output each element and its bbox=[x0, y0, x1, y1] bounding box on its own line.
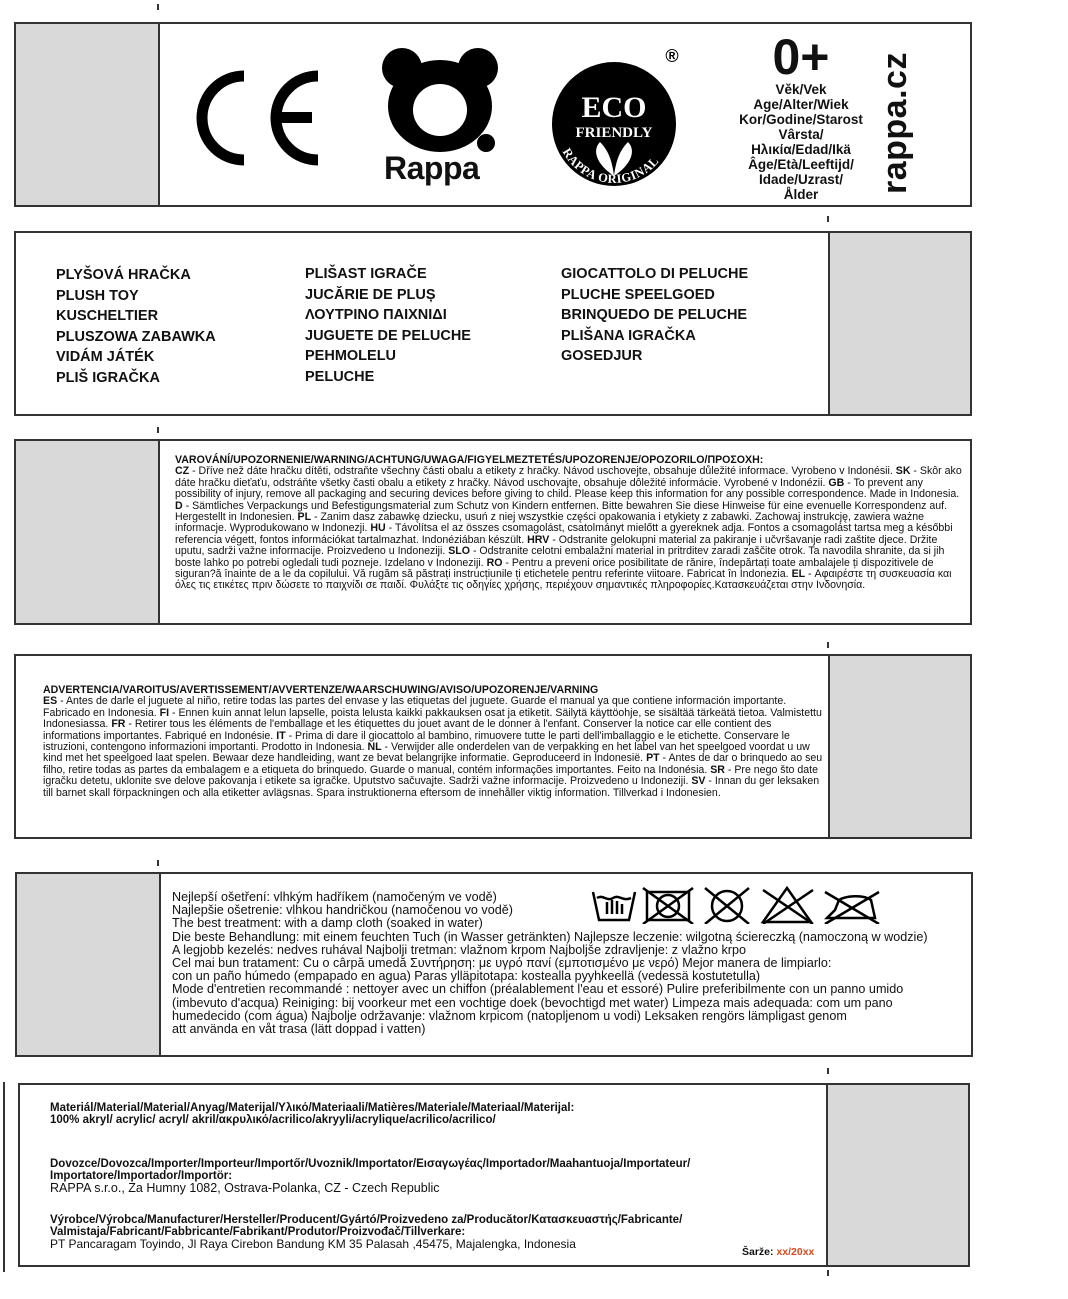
material-value: 100% akryl/ acrylic/ acryl/ akril/ακρυλικό/acrilico/akryyli/acrylique/acrilico/acrilico/ bbox=[50, 1114, 496, 1127]
ce-mark-icon bbox=[188, 68, 328, 168]
fold-line bbox=[158, 24, 160, 205]
warning-entry: - Dříve než dáte hračku dítěti, odstraňte všechny části obalu a etikety z hračky. Návod uschovejte, obsahuje důležité informace. Vyrobeno v Indonésii. bbox=[189, 465, 896, 478]
product-name: PLIŠANA IGRAČKA bbox=[561, 327, 696, 344]
batch-label: Šarže: bbox=[742, 1246, 777, 1258]
name-column bbox=[305, 264, 471, 387]
product-name: PLIŠ IGRAČKA bbox=[56, 369, 160, 386]
no-iron-icon bbox=[825, 892, 879, 924]
product-name: JUGUETE DE PELUCHE bbox=[305, 327, 471, 344]
manufacturer-value: PT Pancaragam Toyindo, Jl Raya Cirebon Bandung KM 35 Palasah ,45475, Majalengka, Indonesia bbox=[50, 1237, 576, 1252]
care-line: Cel mai bun tratament: Cu o cârpă umedă Συντήρηση: με υγρό πανί (εμποτισμένο με νερό) Mejor manera de limpiarlo: bbox=[172, 956, 832, 971]
warning-entry: - Ennen kuin annat lelun lapselle, poista lelusta kaikki pakkauksen osat ja etiketit. Säilytä käyttöohje, se sisältää tärkeätä tietoa. Valmistettu Indonesiassa. bbox=[43, 706, 822, 731]
lang-code: FR bbox=[111, 718, 126, 731]
warning-entry: - Verwijder alle onderdelen van de verpakking en het label van het speelgoed voordat u uw kind met het speelgoed laat spelen. Bewaar deze handleiding, want ze bevat belangrijke informatie. Geproduceerd in Indonesië. bbox=[43, 741, 810, 765]
crop-mark bbox=[827, 216, 829, 222]
warning-panel bbox=[14, 439, 972, 625]
warning-entry: - To prevent any possibility of injury, remove all packaging and securing devices before giving to child. Please keep this information for any possible correspondence. Made in Indonesia. bbox=[175, 476, 960, 501]
age-label-line: Âge/Età/Leeftijd/ bbox=[748, 157, 854, 172]
age-label-line: Idade/Uzrast/ bbox=[758, 172, 844, 187]
importer-heading: Dovozce/Dovozca/Importer/Importeur/Importőr/Uvoznik/Importator/Εισαγωγέας/Importador/Maahantuoja/Importateur/ Importatore/Importador/Importör: bbox=[50, 1158, 691, 1183]
warning-entry: - Odstranite celotni embalažni material in pritrditev zaradi zaščite otrok. Ta navodila shranite, da si jih boste lahko po potrebi ogledali tudi pozneje. Izdelano v Indoneziji. bbox=[175, 545, 945, 569]
product-name: VIDÁM JÁTÉK bbox=[56, 349, 155, 365]
age-label-line: Věk/Vek bbox=[775, 82, 827, 97]
care-panel bbox=[15, 872, 973, 1057]
warning-body bbox=[43, 696, 823, 799]
warning-entry: - Antes de darle el juguete al niño, retire todas las partes del envase y las etiquetas del juguete. Guarde el manual ya que contiene información importante. Fabricado en Indonesia. bbox=[43, 695, 787, 719]
product-name: PLIŠAST IGRAČE bbox=[305, 266, 427, 282]
age-label-line: Kor/Godine/Starost bbox=[739, 112, 863, 127]
name-column bbox=[561, 264, 748, 367]
care-line: con un paño húmedo (empapado en agua) Paras ylläpitotapa: kostealla pyyhkeellä (vedessä kostutetulla) bbox=[172, 969, 761, 984]
logo-panel bbox=[14, 22, 972, 207]
lang-code: EL bbox=[791, 568, 806, 581]
importer-value: RAPPA s.r.o., Za Humny 1082, Ostrava-Polanka, CZ - Czech Republic bbox=[50, 1181, 440, 1196]
warning-entry: - Odstranite gelokupni material za pakiranje i učvršavanje radi zaštite djece. Držite uputu, sadrži važne informacije. Proizvedeno u Indoneziji. bbox=[175, 533, 938, 558]
lang-code: IT bbox=[276, 729, 286, 742]
product-name: PLUSZOWA ZABAWKA bbox=[56, 328, 216, 345]
eco-friendly-badge-icon bbox=[552, 46, 682, 194]
fold-line bbox=[828, 233, 830, 414]
warning-entry: - Zanim dasz zabawkę dziecku, usuń z niej wszystkie części opakowania i etykiety z zabawki. Zachowaj instrukcję, zawiera ważne informacje. Wyprodukowano w Indonezji. bbox=[175, 511, 924, 535]
crop-mark bbox=[157, 4, 159, 10]
lang-code: RO bbox=[486, 556, 503, 569]
warning-panel-2 bbox=[14, 654, 972, 839]
warning-entry: - Prima di dare il giocattolo al bambino, rimuovere tutte le parti dell'imballaggio e le etichette. Conservare le istruzioni, contengono informazioni importanti. Prodotto in Indonesia. bbox=[43, 729, 790, 754]
manufacturer-heading: Výrobce/Výrobca/Manufacturer/Hersteller/Producent/Gyártó/Proizvedeno za/Producător/Κατασκευαστής/Fabricante/ Valmistaja/Fabricant/Fabbricante/Fabrikant/Produtor/Proizvođač/Tillverkare: bbox=[50, 1214, 683, 1239]
age-labels bbox=[736, 82, 866, 202]
product-name: PLUSH TOY bbox=[56, 287, 139, 304]
care-line: att använda en våt trasa (lätt doppad i vatten) bbox=[172, 1022, 426, 1037]
svg-text:®: ® bbox=[665, 46, 679, 66]
product-name-panel bbox=[14, 231, 972, 416]
lang-code: SLO bbox=[448, 545, 471, 558]
material-panel bbox=[18, 1083, 970, 1267]
fold-line bbox=[158, 441, 160, 623]
blank-area bbox=[17, 874, 159, 1055]
blank-area bbox=[826, 1085, 968, 1265]
left-edge-line bbox=[3, 1082, 5, 1272]
crop-mark bbox=[157, 427, 159, 433]
bear-icon bbox=[380, 46, 500, 156]
age-value: 0+ bbox=[772, 29, 830, 85]
product-name: PLYŠOVÁ HRAČKA bbox=[56, 267, 191, 283]
care-line: Mode d'entretien recommandé : nettoyer avec un chiffon (préalablement l'eau et essoré) Pulire preferibilmente con un panno umido bbox=[172, 982, 904, 997]
product-name: JUCĂRIE DE PLUȘ bbox=[305, 286, 436, 303]
batch-number bbox=[742, 1246, 814, 1258]
batch-value: xx/20xx bbox=[776, 1246, 815, 1258]
material-block bbox=[50, 1102, 810, 1126]
rappa-bear-logo bbox=[380, 46, 500, 186]
no-dry-clean-icon bbox=[705, 888, 749, 924]
age-label-line: Vârsta/Ηλικία/Edad/Ikä bbox=[751, 127, 851, 157]
warning-entry: - Sämtliches Verpackungs und Befestigungsmaterial zum Schutz von Kindern entfernen. Bitte bewahren Sie diese Hinweise für eine evenuelle Korrespondenz auf. Hergestellt in Indonesien. bbox=[175, 499, 948, 524]
hand-wash-icon bbox=[593, 892, 635, 920]
material-heading: Materiál/Material/Material/Anyag/Materijal/Υλικό/Materiaali/Matières/Materiale/Materiaal/Materijal: bbox=[50, 1102, 575, 1114]
manufacturer-block bbox=[50, 1214, 810, 1251]
product-name: KUSCHELTIER bbox=[56, 308, 159, 324]
website-label: rappa.cz bbox=[876, 52, 914, 194]
product-name: GIOCATTOLO DI PELUCHE bbox=[561, 266, 749, 282]
lang-code: HRV bbox=[527, 533, 550, 546]
fold-line bbox=[828, 656, 830, 837]
age-label-line: Age/Alter/Wiek bbox=[753, 97, 849, 112]
warning-entry: - Pre nego što date igračku detetu, uklonite sve delove pakovanja i etikete sa igračke. Uputstvo sačuvajte. Sadrži važne informacije. Proizvedeno u Indoneziji. bbox=[43, 763, 818, 788]
care-line: A legjobb kezelés: nedves ruhával Najbolji tretman: vlažnom krpom Najboljše zdravljenje: z vlažno krpo bbox=[172, 942, 746, 957]
warning-text bbox=[43, 685, 823, 799]
lang-code: GB bbox=[828, 476, 845, 489]
rappa-logo-text: Rappa bbox=[384, 150, 480, 186]
blank-area bbox=[16, 24, 158, 205]
care-line: The best treatment: with a damp cloth (soaked in water) bbox=[172, 916, 483, 931]
fold-line bbox=[159, 874, 161, 1055]
warning-entry: - Antes de dar o brinquedo ao seu filho, retire todas as partes da embalagem e a etiqueta do brinquedo. Guarde o manual, contém informações importantes. Feito na Indonésia. bbox=[43, 752, 823, 776]
warning-body bbox=[175, 466, 965, 591]
lang-code: FI bbox=[159, 706, 170, 719]
product-name: PLUCHE SPEELGOED bbox=[561, 286, 715, 303]
warning-entry: - Skôr ako dáte hračku dieťaťu, odstráňte všetky časti obalu a etikety z hračky. Návod uschovajte, obsahuje dôležité informácie. Vyrobené v Indonézii. bbox=[175, 465, 962, 489]
age-label-line: Ålder bbox=[783, 187, 819, 202]
lang-code: PT bbox=[646, 752, 660, 765]
care-line: Nejlepší ošetření: vlhkým hadříkem (namočeným ve vodě) bbox=[172, 890, 497, 904]
warning-entry: - Pentru a preveni orice posibilitate de rănire, îndepărtați toate ambalajele ți dispozitivele de siguran?ă înainte de a le da copilului. Vă rugăm să păstrați instrucțiunile ți etichetele pentru referinte viitoare. Fabricat în Indonezia. bbox=[175, 556, 934, 581]
product-name: PEHMOLELU bbox=[305, 348, 397, 364]
crop-mark bbox=[827, 1270, 829, 1276]
lang-code: PL bbox=[297, 511, 312, 524]
lang-code: NL bbox=[367, 741, 382, 754]
lang-code: SV bbox=[691, 775, 706, 788]
product-name: BRINQUEDO DE PELUCHE bbox=[561, 307, 748, 323]
blank-area bbox=[16, 441, 158, 623]
crop-mark bbox=[157, 860, 159, 866]
no-tumble-dry-icon bbox=[643, 888, 693, 924]
warning-entry: - Retirer tous les éléments de l'emballage et les étiquettes du jouet avant de le donner à l'enfant. Conserver la notice car elle contient des informations importantes. Fabriqué en Indonésie. bbox=[43, 718, 772, 742]
lang-code: ES bbox=[43, 695, 58, 708]
no-bleach-icon bbox=[763, 888, 813, 924]
blank-area bbox=[828, 656, 970, 837]
age-group bbox=[736, 29, 866, 202]
lang-code: D bbox=[175, 499, 183, 512]
blank-area bbox=[828, 233, 970, 414]
svg-text:ECO: ECO bbox=[581, 91, 647, 124]
warning-heading: VAROVÁNÍ/UPOZORNENIE/WARNING/ACHTUNG/UWAGA/FIGYELMEZTETÉS/UPOZORENJE/OPOZORILO/ΠΡΟΣΟΧΗ: bbox=[175, 454, 764, 466]
warning-text bbox=[175, 455, 965, 592]
care-symbols bbox=[591, 884, 881, 924]
lang-code: SR bbox=[710, 763, 725, 776]
warning-entry: - Innan du ger leksaken till barnet skall förpackningen och alla etiketter avlägsnas. Spara instruktionerna eftersom de innehåller viktig information. Tillverkad i Indonesien. bbox=[43, 775, 820, 799]
warning-entry: - Távolítsa el az összes csomagolást, csatolmányt mielőtt a gyereknek adja. Fontos a csomagolást tartsa meg a későbbi referencia végett, fontos információkat tartalmazhat. Indonéziában készült. bbox=[175, 522, 953, 546]
warning-entry: - Αφαιρέστε τη συσκευασία και όλες τις ετικέτες πριν δώσετε το παιχνίδι σε παιδί. Φυλάξτε τις οδηγίες χρήσης, περιέχουν σημαντικές πληροφορίες.Κατασκευάζεται στην Ινδονησία. bbox=[175, 568, 952, 592]
product-name: ΛΟΥΤΡΙΝΟ ΠΑΙΧΝΙΔΙ bbox=[305, 307, 447, 323]
product-name: PELUCHE bbox=[305, 368, 375, 385]
care-line: humedecido (com água) Najbolje održavanje: vlažnom krpicom (natopljenom u vodi) Leksaken rengörs lämpligast genom bbox=[172, 1008, 847, 1023]
crop-mark bbox=[827, 642, 829, 648]
care-line: Die beste Behandlung: mit einem feuchten Tuch (in Wasser getränkten) Najlepsze leczenie: wilgotną ściereczką (namoczoną w wodzie) bbox=[172, 929, 928, 944]
lang-code: HU bbox=[370, 522, 386, 535]
crop-mark bbox=[827, 1068, 829, 1074]
care-line: (imbevuto d'acqua) Reiniging: bij voorkeur met een vochtige doek (bevochtigd met water) Limpeza mais adequada: com um pano bbox=[172, 995, 893, 1010]
lang-code: CZ bbox=[175, 465, 190, 478]
svg-text:RAPPA ORIGINAL: RAPPA ORIGINAL bbox=[559, 145, 662, 187]
warning-heading: ADVERTENCIA/VAROITUS/AVERTISSEMENT/AVVERTENZE/WAARSCHUWING/AVISO/UPOZORENJE/VARNING bbox=[43, 684, 599, 696]
name-column bbox=[56, 265, 216, 388]
product-name: GOSEDJUR bbox=[561, 348, 643, 364]
lang-code: SK bbox=[895, 465, 911, 478]
fold-line bbox=[826, 1085, 828, 1265]
care-line: Najlepšie ošetrenie: vlhkou handričkou (namočenou vo vodě) bbox=[172, 903, 513, 918]
svg-text:FRIENDLY: FRIENDLY bbox=[575, 125, 653, 141]
importer-block bbox=[50, 1158, 810, 1195]
